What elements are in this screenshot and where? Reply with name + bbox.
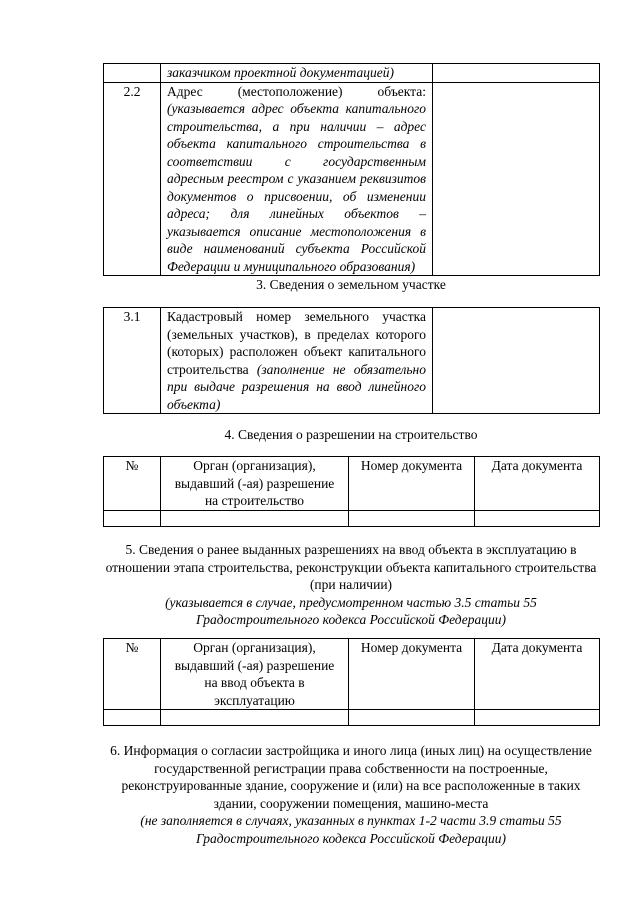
table-cell[interactable]	[349, 710, 475, 726]
section6-note: (не заполняется в случаях, указанных в пунктах 1-2 части 3.9 статьи 55 Градостроительного кодекса Российской Федерации)	[140, 813, 562, 846]
section6-header	[100, 742, 602, 847]
column-header: Орган (организация), выдавший (-ая) разрешение на ввод объекта в эксплуатацию	[161, 639, 349, 710]
table-cell[interactable]	[161, 510, 349, 526]
section5-note: (указывается в случае, предусмотренном частью 3.5 статьи 55 Градостроительного кодекса Российской Федерации)	[165, 594, 537, 627]
land-table	[103, 307, 600, 414]
address-value-cell[interactable]	[433, 82, 600, 276]
table-header-row	[104, 639, 600, 710]
section5-header	[103, 541, 599, 629]
permit-table	[103, 456, 600, 527]
cadastral-note: (заполнение не обязательно при выдаче разрешения на ввод линейного объекта)	[167, 361, 426, 412]
column-header: Дата документа	[475, 457, 600, 511]
column-header: №	[104, 639, 161, 710]
column-header: Номер документа	[349, 457, 475, 511]
section4-heading: 4. Сведения о разрешении на строительство	[224, 427, 478, 442]
table-cell[interactable]	[349, 510, 475, 526]
section6-heading: 6. Информация о согласии застройщика и иного лица (иных лиц) на осуществление государственной регистрации права собственности на построенные, реконструированные здание, сооружение и (или) на все расположенные в таких здании, сооружении помещения, машино-места	[110, 743, 592, 811]
table-cell[interactable]	[104, 510, 161, 526]
address-note: (указывается адрес объекта капитального строительства, а при наличии – адрес объекта капитального строительства в соответствии с государственным адресным реестром с указанием реквизитов документов о присвоении, об изменении адреса; для линейных объектов – указывается описание местоположения в виде наименований субъекта Российской Федерации и муниципального образования)	[167, 101, 426, 274]
row-label	[161, 82, 433, 276]
section5-heading: 5. Сведения о ранее выданных разрешениях на ввод объекта в эксплуатацию в отношении этапа строительства, реконструкции объекта капитального строительства (при наличии)	[105, 542, 597, 592]
column-header: Номер документа	[349, 639, 475, 710]
column-header: Орган (организация), выдавший (-ая) разрешение на строительство	[161, 457, 349, 511]
table-cell[interactable]	[104, 710, 161, 726]
column-header: №	[104, 457, 161, 511]
table-cell[interactable]	[161, 710, 349, 726]
table-cell[interactable]	[475, 510, 600, 526]
table-row	[104, 510, 600, 526]
table-header-row	[104, 457, 600, 511]
prior-permits-table	[103, 638, 600, 726]
address-label: Адрес (местоположение) объекта:	[167, 83, 426, 99]
cadastral-label: Кадастровый номер земельного участка (земельных участков), в пределах которого (которых) расположен объект капитального строительства	[167, 309, 426, 377]
table-row	[104, 64, 600, 83]
section3-heading: 3. Сведения о земельном участке	[256, 277, 446, 292]
table-row	[104, 710, 600, 726]
column-header: Дата документа	[475, 639, 600, 710]
table-row	[104, 82, 600, 276]
row-number: 2.2	[104, 82, 161, 276]
table-row	[104, 308, 600, 414]
table-cell[interactable]	[475, 710, 600, 726]
address-table	[103, 63, 600, 276]
continuation-text: заказчиком проектной документацией)	[161, 64, 433, 83]
cadastral-value-cell[interactable]	[433, 308, 600, 414]
row-number: 3.1	[104, 308, 161, 414]
row-label	[161, 308, 433, 414]
